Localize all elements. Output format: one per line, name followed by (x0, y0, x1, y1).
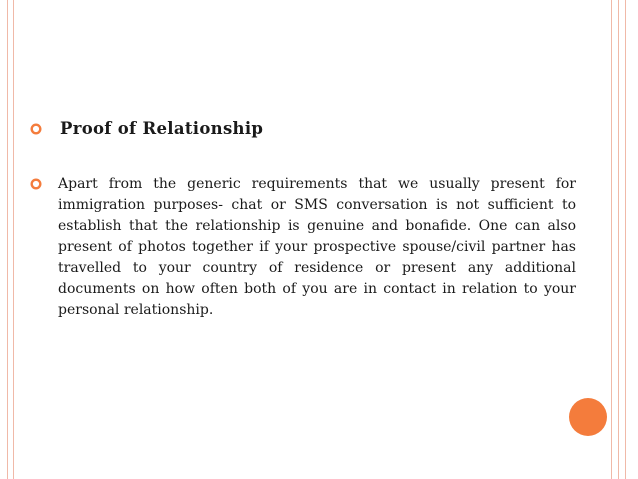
left-border-line-outer (7, 0, 8, 479)
slide-heading: Proof of Relationship (60, 119, 264, 138)
left-border-line-inner (13, 0, 14, 479)
right-border-line-middle (618, 0, 619, 479)
ring-bullet-icon (30, 178, 42, 190)
orange-circle-decoration (569, 398, 607, 436)
right-border-line-outer (625, 0, 626, 479)
right-border-line-inner (611, 0, 612, 479)
ring-bullet-icon (30, 123, 42, 135)
slide-body-paragraph: Apart from the generic requirements that we usually present for immigration purposes- chat or SMS conversation is not sufficient to establish that the relationship is genuine and bonafide. One can also present of photos together if your prospective spouse/civil partner has travelled to your country of residence or present any additional documents on how often both of you are in contact in relation to your personal relationship. (58, 176, 576, 318)
